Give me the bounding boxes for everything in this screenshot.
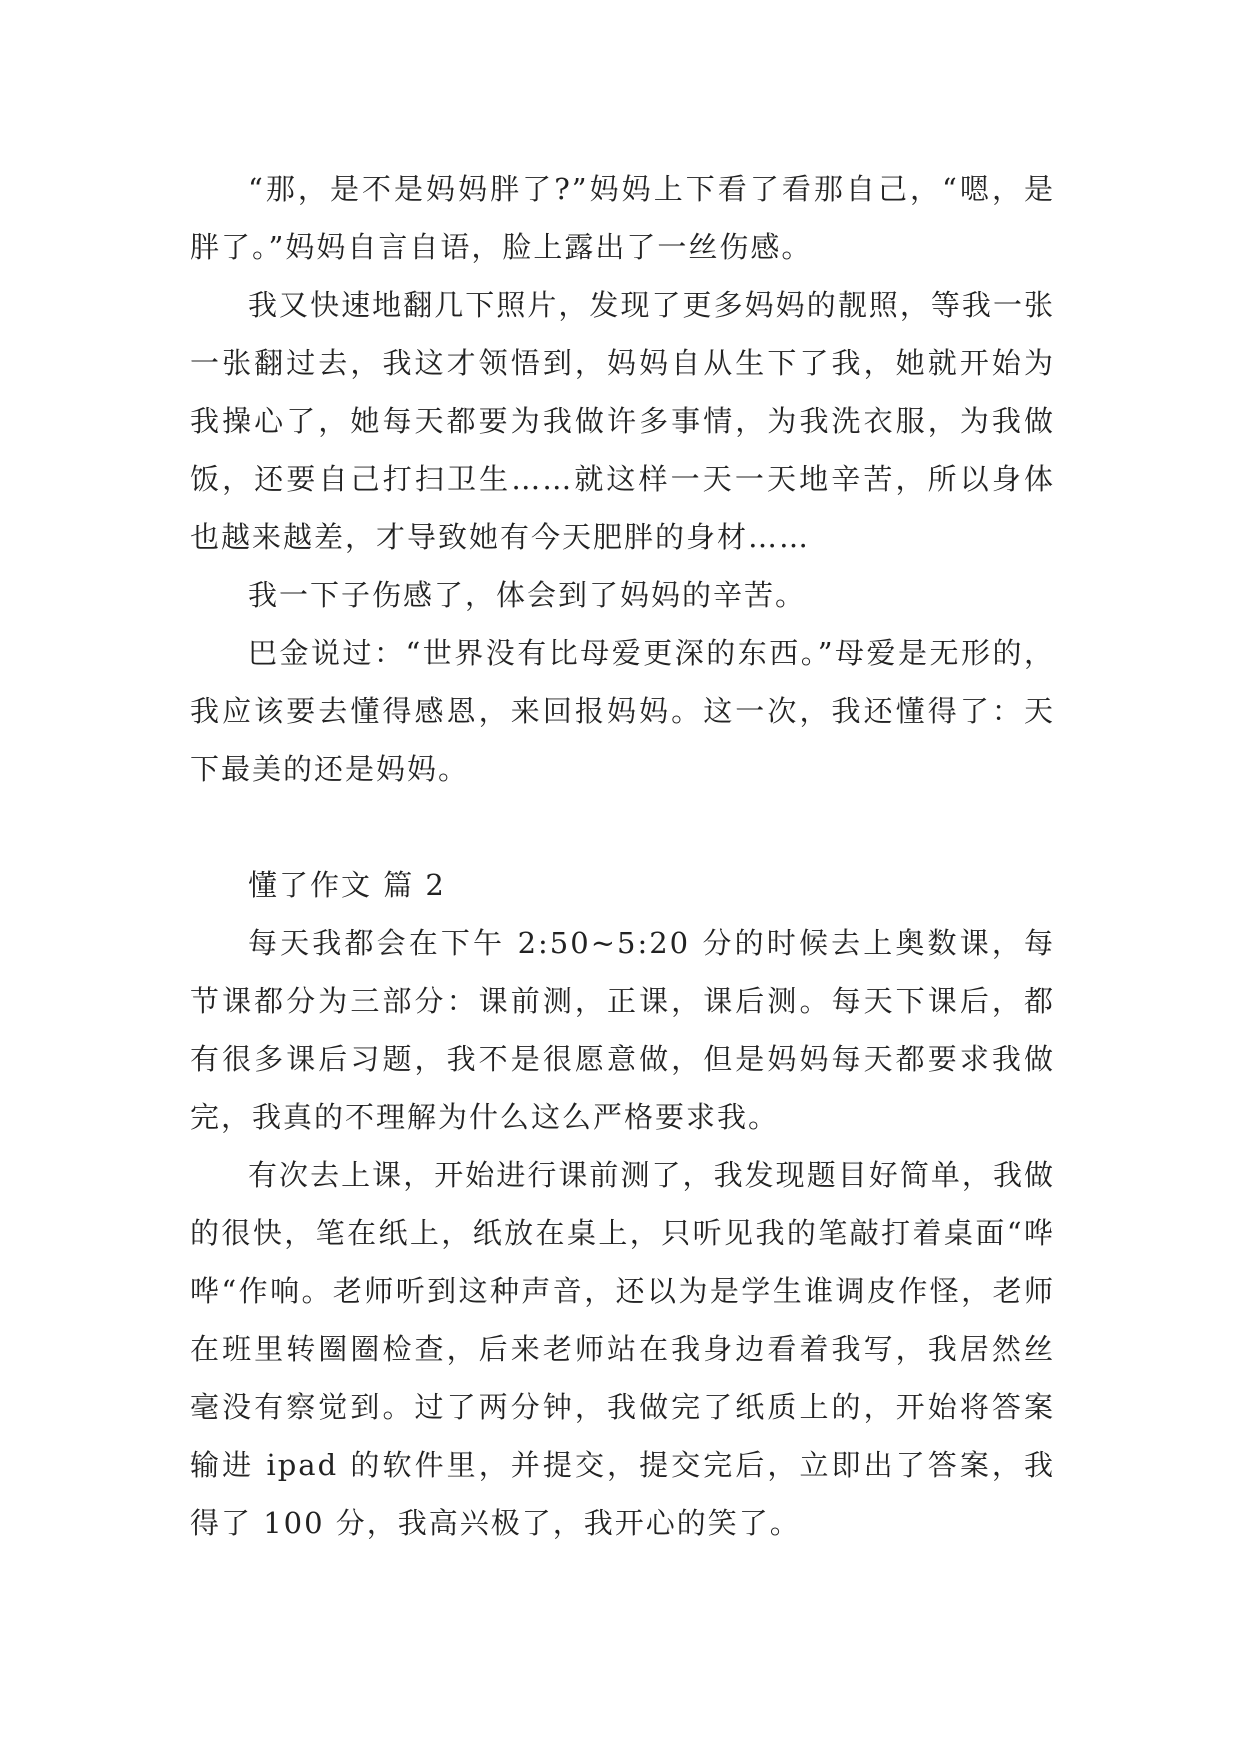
paragraph-felt-sad: 我一下子伤感了，体会到了妈妈的辛苦。 [248, 578, 807, 612]
paragraph-bajin-quote: 巴金说过：“世界没有比母爱更深的东西。”母爱是无形的，我应该要去懂得感恩，来回报妈妈。这一次，我还懂得了：天下最美的还是妈妈。 [190, 636, 1055, 786]
section-heading: 懂了作文 篇 2 [248, 868, 446, 902]
document-page [190, 160, 1055, 1552]
section-gap [190, 798, 1055, 856]
paragraph-mom-fat: “那，是不是妈妈胖了?”妈妈上下看了看那自己，“嗯，是胖了。”妈妈自言自语，脸上露出了一丝伤感。 [190, 172, 1055, 264]
paragraph-photos: 我又快速地翻几下照片，发现了更多妈妈的靓照，等我一张一张翻过去，我这才领悟到，妈妈自从生下了我，她就开始为我操心了，她每天都要为我做许多事情，为我洗衣服，为我做饭，还要自己打扫卫生……就这样一天一天地辛苦，所以身体也越来越差，才导致她有今天肥胖的身材…… [190, 288, 1055, 554]
paragraph-pretest: 有次去上课，开始进行课前测了，我发现题目好简单，我做的很快，笔在纸上，纸放在桌上，只听见我的笔敲打着桌面“哗哗“作响。老师听到这种声音，还以为是学生谁调皮作怪，老师在班里转圈圈检查，后来老师站在我身边看着我写，我居然丝毫没有察觉到。过了两分钟，我做完了纸质上的，开始将答案输进 ipad 的软件里，并提交，提交完后，立即出了答案，我得了 100 分，我高兴极了，我开心的笑了。 [190, 1158, 1055, 1540]
paragraph-math-class: 每天我都会在下午 2:50~5:20 分的时候去上奥数课，每节课都分为三部分：课前测，正课，课后测。每天下课后，都有很多课后习题，我不是很愿意做，但是妈妈每天都要求我做完，我真的不理解为什么这么严格要求我。 [190, 926, 1055, 1134]
